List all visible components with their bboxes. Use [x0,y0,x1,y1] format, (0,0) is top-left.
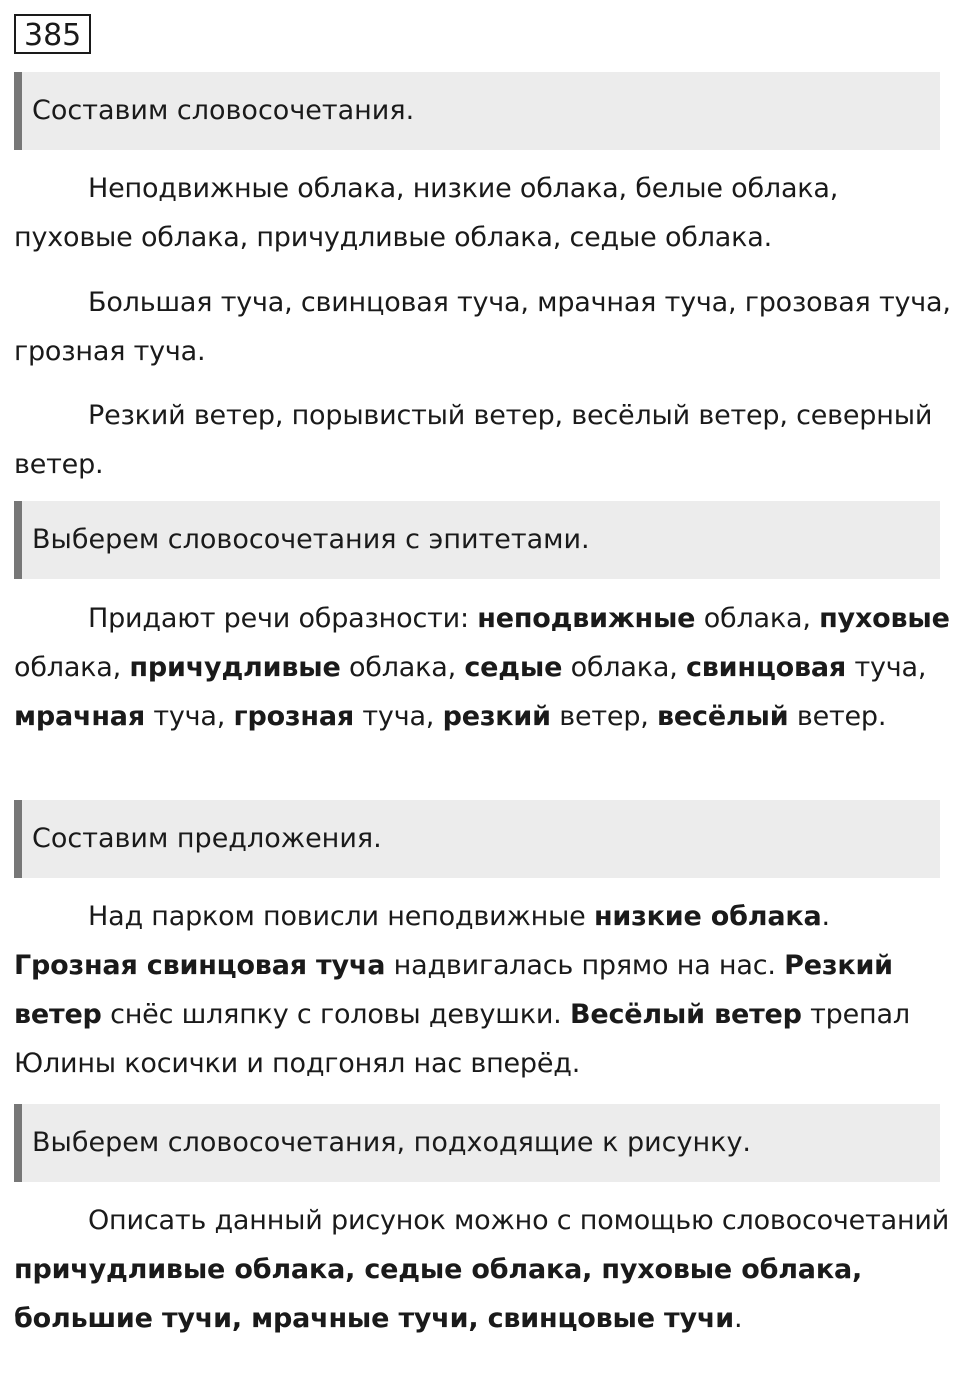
bold-phrase: весёлый [657,701,789,732]
bold-phrase: Грозная свинцовая туча [14,950,386,981]
bold-phrase: неподвижные [477,603,696,634]
bold-phrase: причудливые облака, седые облака, пуховые облака, большие тучи, мрачные тучи, свинцовые тучи [14,1254,863,1334]
section-header-sentences: Составим предложения. [14,800,940,878]
bold-phrase: Весёлый ветер [569,999,802,1030]
paragraph-clouds: Неподвижные облака, низкие облака, белые облака, пуховые облака, причудливые облака, седые облака. [14,173,839,253]
bold-phrase: грозная [233,701,355,732]
bold-phrase: пуховые [819,603,950,634]
bold-phrase: причудливые [129,652,341,683]
paragraph-sentences: Над парком повисли неподвижные низкие облака. Грозная свинцовая туча надвигалась прямо на нас. Резкий ветер снёс шляпку с головы девушки. Весёлый ветер трепал Юлины косички и подгонял нас вперёд. [14,901,910,1079]
paragraph-wind: Резкий ветер, порывистый ветер, весёлый ветер, северный ветер. [14,400,933,480]
bold-phrase: резкий [442,701,551,732]
bold-phrase: мрачная [14,701,145,732]
paragraph-storm-clouds: Большая туча, свинцовая туча, мрачная туча, грозовая туча, грозная туча. [14,287,951,367]
paragraph-picture-phrases: Описать данный рисунок можно с помощью словосочетаний причудливые облака, седые облака, пуховые облака, большие тучи, мрачные тучи, свинцовые тучи. [14,1205,950,1334]
bold-phrase: седые [464,652,563,683]
bold-phrase: свинцовая [685,652,847,683]
task-number: 385 [14,14,91,54]
bold-phrase: Резкий ветер [14,950,893,1030]
section-header-epithets: Выберем словосочетания с эпитетами. [14,501,940,579]
bold-phrase: низкие облака [593,901,822,932]
paragraph-epithets: Придают речи образности: неподвижные облака, пуховые облака, причудливые облака, седые облака, свинцовая туча, мрачная туча, грозная туча, резкий ветер, весёлый ветер. [14,603,950,732]
section-header-picture-phrases: Выберем словосочетания, подходящие к рисунку. [14,1104,940,1182]
section-header-compose-phrases: Составим словосочетания. [14,72,940,150]
